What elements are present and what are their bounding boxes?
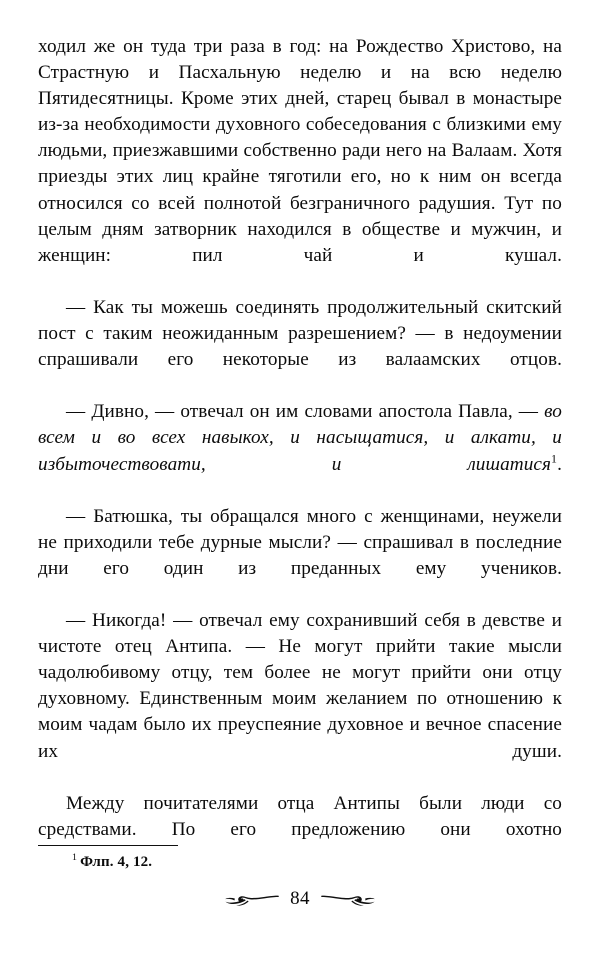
paragraph-continuation: ходил же он туда три раза в год: на Рождество Христово, на Страстную и Пасхальную неделю и на всю неделю Пятидесятницы. Кроме этих дней, старец бывал в монастыре из-за необходимости духовного собеседования с близкими ему людьми, приезжавшими собственно ради него на Валаам. Хотя приезды этих лиц крайне тяготили его, но к ним он всегда относился со всей полнотой безграничного радушия. Тут по целым дням затворник находился в обществе и мужчин, и женщин: пил чай и кушал. (38, 36, 562, 266)
flourish-ornament-left-icon (225, 888, 279, 910)
paragraph-final: Между почитателями отца Антипы были люди со средствами. По его предложению они охотно (38, 792, 562, 840)
paragraph-dialogue-question: — Как ты можешь соединять продолжительный скитский пост с таким неожиданным разрешением? — в недоумении спрашивали его некоторые из валаамских отцов. (38, 296, 562, 371)
paragraph-elder-answer: — Никогда! — отвечал ему сохранивший себя в девстве и чистоте отец Антипа. — Не могут прийти такие мысли чадолюбивому отцу, тем более не могут прийти они отцу духовному. Единственным моим желанием по отношению к моим чадам было их преуспеяние духовное и вечное спасение их души. (38, 610, 562, 762)
page-number: 84 (290, 887, 310, 909)
footnote-number: 1 (72, 852, 78, 863)
footnote-block (38, 845, 562, 872)
flourish-ornament-right-icon (321, 888, 375, 910)
scripture-quote: во всем и во всех навыкох, и насыщатися, и алкати, и избыточествовати, и лишатися (38, 401, 562, 475)
paragraph-disciple-question: — Батюшка, ты обращался много с женщинами, неужели не приходили тебе дурные мысли? — спрашивал в последние дни его один из преданных ему учеников. (38, 505, 562, 579)
page-footer (0, 888, 600, 910)
scripture-lead-text: — Дивно, — отвечал он им словами апостола Павла, — (66, 401, 545, 423)
footnote-citation: Флп. 4, 12. (80, 854, 153, 870)
footnote-separator-rule (38, 845, 178, 846)
footnote-entry (38, 853, 562, 872)
scripture-tail-text: . (557, 453, 562, 475)
footnote-reference-marker[interactable]: 1 (551, 451, 558, 466)
body-text-column (38, 34, 562, 869)
paragraph-scripture-answer (38, 399, 562, 503)
